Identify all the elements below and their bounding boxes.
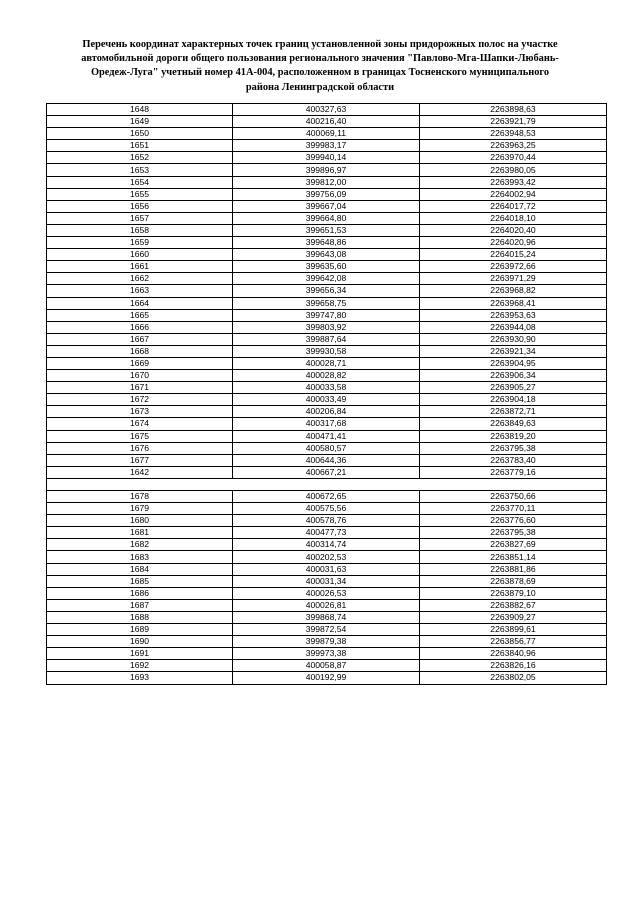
point-number-cell: 1675 [47, 430, 233, 442]
x-coordinate-cell: 400026,53 [233, 587, 420, 599]
point-number-cell: 1659 [47, 237, 233, 249]
table-row [47, 309, 607, 321]
point-number-cell: 1668 [47, 345, 233, 357]
table-row [47, 116, 607, 128]
y-coordinate-cell: 2264017,72 [420, 200, 607, 212]
table-row [47, 394, 607, 406]
point-number-cell: 1653 [47, 164, 233, 176]
table-row [47, 575, 607, 587]
point-number-cell: 1692 [47, 660, 233, 672]
y-coordinate-cell: 2263905,27 [420, 382, 607, 394]
table-row [47, 442, 607, 454]
y-coordinate-cell: 2263971,29 [420, 273, 607, 285]
y-coordinate-cell: 2263904,95 [420, 357, 607, 369]
table-row [47, 188, 607, 200]
point-number-cell: 1679 [47, 503, 233, 515]
point-number-cell: 1656 [47, 200, 233, 212]
y-coordinate-cell: 2263827,69 [420, 539, 607, 551]
x-coordinate-cell: 399643,08 [233, 249, 420, 261]
point-number-cell: 1684 [47, 563, 233, 575]
x-coordinate-cell: 399887,64 [233, 333, 420, 345]
table-row [47, 382, 607, 394]
point-number-cell: 1691 [47, 648, 233, 660]
x-coordinate-cell: 400471,41 [233, 430, 420, 442]
point-number-cell: 1677 [47, 454, 233, 466]
x-coordinate-cell: 399648,86 [233, 237, 420, 249]
x-coordinate-cell: 399812,00 [233, 176, 420, 188]
y-coordinate-cell: 2263953,63 [420, 309, 607, 321]
point-number-cell: 1681 [47, 527, 233, 539]
y-coordinate-cell: 2263779,16 [420, 466, 607, 478]
point-number-cell: 1664 [47, 297, 233, 309]
point-number-cell: 1666 [47, 321, 233, 333]
y-coordinate-cell: 2263851,14 [420, 551, 607, 563]
y-coordinate-cell: 2263881,86 [420, 563, 607, 575]
y-coordinate-cell: 2263930,90 [420, 333, 607, 345]
table-row [47, 527, 607, 539]
y-coordinate-cell: 2263972,66 [420, 261, 607, 273]
y-coordinate-cell: 2264020,40 [420, 224, 607, 236]
y-coordinate-cell: 2263840,96 [420, 648, 607, 660]
coordinates-table [46, 103, 607, 685]
table-row [47, 261, 607, 273]
table-row [47, 176, 607, 188]
point-number-cell: 1672 [47, 394, 233, 406]
x-coordinate-cell: 400206,84 [233, 406, 420, 418]
table-row [47, 599, 607, 611]
x-coordinate-cell: 399983,17 [233, 140, 420, 152]
y-coordinate-cell: 2263750,66 [420, 491, 607, 503]
table-row [47, 539, 607, 551]
x-coordinate-cell: 400644,36 [233, 454, 420, 466]
y-coordinate-cell: 2263849,63 [420, 418, 607, 430]
x-coordinate-cell: 399667,04 [233, 200, 420, 212]
x-coordinate-cell: 399872,54 [233, 624, 420, 636]
x-coordinate-cell: 400069,11 [233, 128, 420, 140]
y-coordinate-cell: 2263906,34 [420, 370, 607, 382]
point-number-cell: 1648 [47, 104, 233, 116]
point-number-cell: 1658 [47, 224, 233, 236]
y-coordinate-cell: 2263904,18 [420, 394, 607, 406]
point-number-cell: 1662 [47, 273, 233, 285]
x-coordinate-cell: 399940,14 [233, 152, 420, 164]
table-row [47, 297, 607, 309]
title-line: Перечень координат характерных точек границ установленной зоны придорожных полос на участке [82, 39, 558, 50]
x-coordinate-cell: 400028,82 [233, 370, 420, 382]
x-coordinate-cell: 399868,74 [233, 611, 420, 623]
title-line: автомобильной дороги общего пользования регионального значения "Павлово-Мга-Шапки-Любань- [81, 53, 559, 65]
table-row [47, 418, 607, 430]
x-coordinate-cell: 399879,38 [233, 636, 420, 648]
table-row [47, 152, 607, 164]
point-number-cell: 1657 [47, 212, 233, 224]
point-number-cell: 1667 [47, 333, 233, 345]
y-coordinate-cell: 2263802,05 [420, 672, 607, 684]
x-coordinate-cell: 400033,58 [233, 382, 420, 394]
x-coordinate-cell: 399664,80 [233, 212, 420, 224]
table-row [47, 273, 607, 285]
x-coordinate-cell: 399635,60 [233, 261, 420, 273]
table-row [47, 491, 607, 503]
table-row [47, 140, 607, 152]
x-coordinate-cell: 399658,75 [233, 297, 420, 309]
table-row [47, 587, 607, 599]
y-coordinate-cell: 2263826,16 [420, 660, 607, 672]
point-number-cell: 1687 [47, 599, 233, 611]
x-coordinate-cell: 400031,63 [233, 563, 420, 575]
x-coordinate-cell: 400575,56 [233, 503, 420, 515]
y-coordinate-cell: 2263921,79 [420, 116, 607, 128]
x-coordinate-cell: 400028,71 [233, 357, 420, 369]
x-coordinate-cell: 400031,34 [233, 575, 420, 587]
point-number-cell: 1686 [47, 587, 233, 599]
x-coordinate-cell: 400667,21 [233, 466, 420, 478]
x-coordinate-cell: 399973,38 [233, 648, 420, 660]
point-number-cell: 1654 [47, 176, 233, 188]
y-coordinate-cell: 2263980,05 [420, 164, 607, 176]
table-row [47, 333, 607, 345]
y-coordinate-cell: 2263795,38 [420, 442, 607, 454]
y-coordinate-cell: 2263963,25 [420, 140, 607, 152]
table-row [47, 648, 607, 660]
table-row [47, 104, 607, 116]
table-row [47, 503, 607, 515]
y-coordinate-cell: 2263921,34 [420, 345, 607, 357]
point-number-cell: 1670 [47, 370, 233, 382]
x-coordinate-cell: 400202,53 [233, 551, 420, 563]
y-coordinate-cell: 2263776,60 [420, 515, 607, 527]
table-row [47, 237, 607, 249]
y-coordinate-cell: 2264018,10 [420, 212, 607, 224]
point-number-cell: 1661 [47, 261, 233, 273]
table-row [47, 660, 607, 672]
x-coordinate-cell: 400058,87 [233, 660, 420, 672]
table-row [47, 249, 607, 261]
y-coordinate-cell: 2263993,42 [420, 176, 607, 188]
x-coordinate-cell: 399642,08 [233, 273, 420, 285]
point-number-cell: 1685 [47, 575, 233, 587]
x-coordinate-cell: 399803,92 [233, 321, 420, 333]
title-line: Оредеж-Луга" учетный номер 41А-004, расположенном в границах Тосненского муниципального [90, 67, 550, 79]
table-row [47, 370, 607, 382]
point-number-cell: 1673 [47, 406, 233, 418]
point-number-cell: 1650 [47, 128, 233, 140]
point-number-cell: 1674 [47, 418, 233, 430]
point-number-cell: 1690 [47, 636, 233, 648]
point-number-cell: 1671 [47, 382, 233, 394]
x-coordinate-cell: 400317,68 [233, 418, 420, 430]
x-coordinate-cell: 399756,09 [233, 188, 420, 200]
point-number-cell: 1642 [47, 466, 233, 478]
x-coordinate-cell: 400580,57 [233, 442, 420, 454]
x-coordinate-cell: 400578,76 [233, 515, 420, 527]
table-row [47, 406, 607, 418]
x-coordinate-cell: 400026,81 [233, 599, 420, 611]
y-coordinate-cell: 2263795,38 [420, 527, 607, 539]
point-number-cell: 1688 [47, 611, 233, 623]
point-number-cell: 1660 [47, 249, 233, 261]
table-row [47, 611, 607, 623]
y-coordinate-cell: 2263968,41 [420, 297, 607, 309]
y-coordinate-cell: 2263948,53 [420, 128, 607, 140]
y-coordinate-cell: 2263879,10 [420, 587, 607, 599]
table-row [47, 212, 607, 224]
table-row [47, 224, 607, 236]
y-coordinate-cell: 2263968,82 [420, 285, 607, 297]
x-coordinate-cell: 400327,63 [233, 104, 420, 116]
table-row [47, 200, 607, 212]
table-row [47, 624, 607, 636]
table-row [47, 285, 607, 297]
document-title [40, 38, 600, 95]
y-coordinate-cell: 2263944,08 [420, 321, 607, 333]
point-number-cell: 1669 [47, 357, 233, 369]
table-row [47, 164, 607, 176]
x-coordinate-cell: 399656,34 [233, 285, 420, 297]
table-row [47, 563, 607, 575]
y-coordinate-cell: 2263783,40 [420, 454, 607, 466]
table-row [47, 430, 607, 442]
table-row [47, 321, 607, 333]
x-coordinate-cell [233, 478, 420, 490]
table-row [47, 515, 607, 527]
point-number-cell: 1678 [47, 491, 233, 503]
x-coordinate-cell: 400477,73 [233, 527, 420, 539]
point-number-cell: 1682 [47, 539, 233, 551]
y-coordinate-cell: 2263770,11 [420, 503, 607, 515]
point-number-cell: 1665 [47, 309, 233, 321]
point-number-cell: 1680 [47, 515, 233, 527]
point-number-cell: 1676 [47, 442, 233, 454]
x-coordinate-cell: 400314,74 [233, 539, 420, 551]
table-row [47, 454, 607, 466]
table-row [47, 345, 607, 357]
y-coordinate-cell: 2263856,77 [420, 636, 607, 648]
point-number-cell: 1651 [47, 140, 233, 152]
table-row [47, 672, 607, 684]
x-coordinate-cell: 399651,53 [233, 224, 420, 236]
x-coordinate-cell: 400216,40 [233, 116, 420, 128]
point-number-cell: 1655 [47, 188, 233, 200]
point-number-cell [47, 478, 233, 490]
y-coordinate-cell: 2264020,96 [420, 237, 607, 249]
x-coordinate-cell: 400192,99 [233, 672, 420, 684]
y-coordinate-cell: 2263882,67 [420, 599, 607, 611]
y-coordinate-cell: 2264015,24 [420, 249, 607, 261]
table-row [47, 128, 607, 140]
table-row [47, 466, 607, 478]
y-coordinate-cell: 2263909,27 [420, 611, 607, 623]
y-coordinate-cell: 2263872,71 [420, 406, 607, 418]
y-coordinate-cell [420, 478, 607, 490]
table-row [47, 551, 607, 563]
y-coordinate-cell: 2263899,61 [420, 624, 607, 636]
y-coordinate-cell: 2263819,20 [420, 430, 607, 442]
point-number-cell: 1652 [47, 152, 233, 164]
y-coordinate-cell: 2263970,44 [420, 152, 607, 164]
title-line: района Ленинградской области [245, 81, 395, 93]
point-number-cell: 1693 [47, 672, 233, 684]
table-row [47, 357, 607, 369]
y-coordinate-cell: 2264002,94 [420, 188, 607, 200]
x-coordinate-cell: 400033,49 [233, 394, 420, 406]
table-row [47, 636, 607, 648]
y-coordinate-cell: 2263898,63 [420, 104, 607, 116]
coordinates-table-body [47, 104, 607, 685]
point-number-cell: 1649 [47, 116, 233, 128]
x-coordinate-cell: 400672,65 [233, 491, 420, 503]
table-row [47, 478, 607, 490]
y-coordinate-cell: 2263878,69 [420, 575, 607, 587]
point-number-cell: 1683 [47, 551, 233, 563]
x-coordinate-cell: 399896,97 [233, 164, 420, 176]
x-coordinate-cell: 399747,80 [233, 309, 420, 321]
x-coordinate-cell: 399930,58 [233, 345, 420, 357]
point-number-cell: 1663 [47, 285, 233, 297]
point-number-cell: 1689 [47, 624, 233, 636]
